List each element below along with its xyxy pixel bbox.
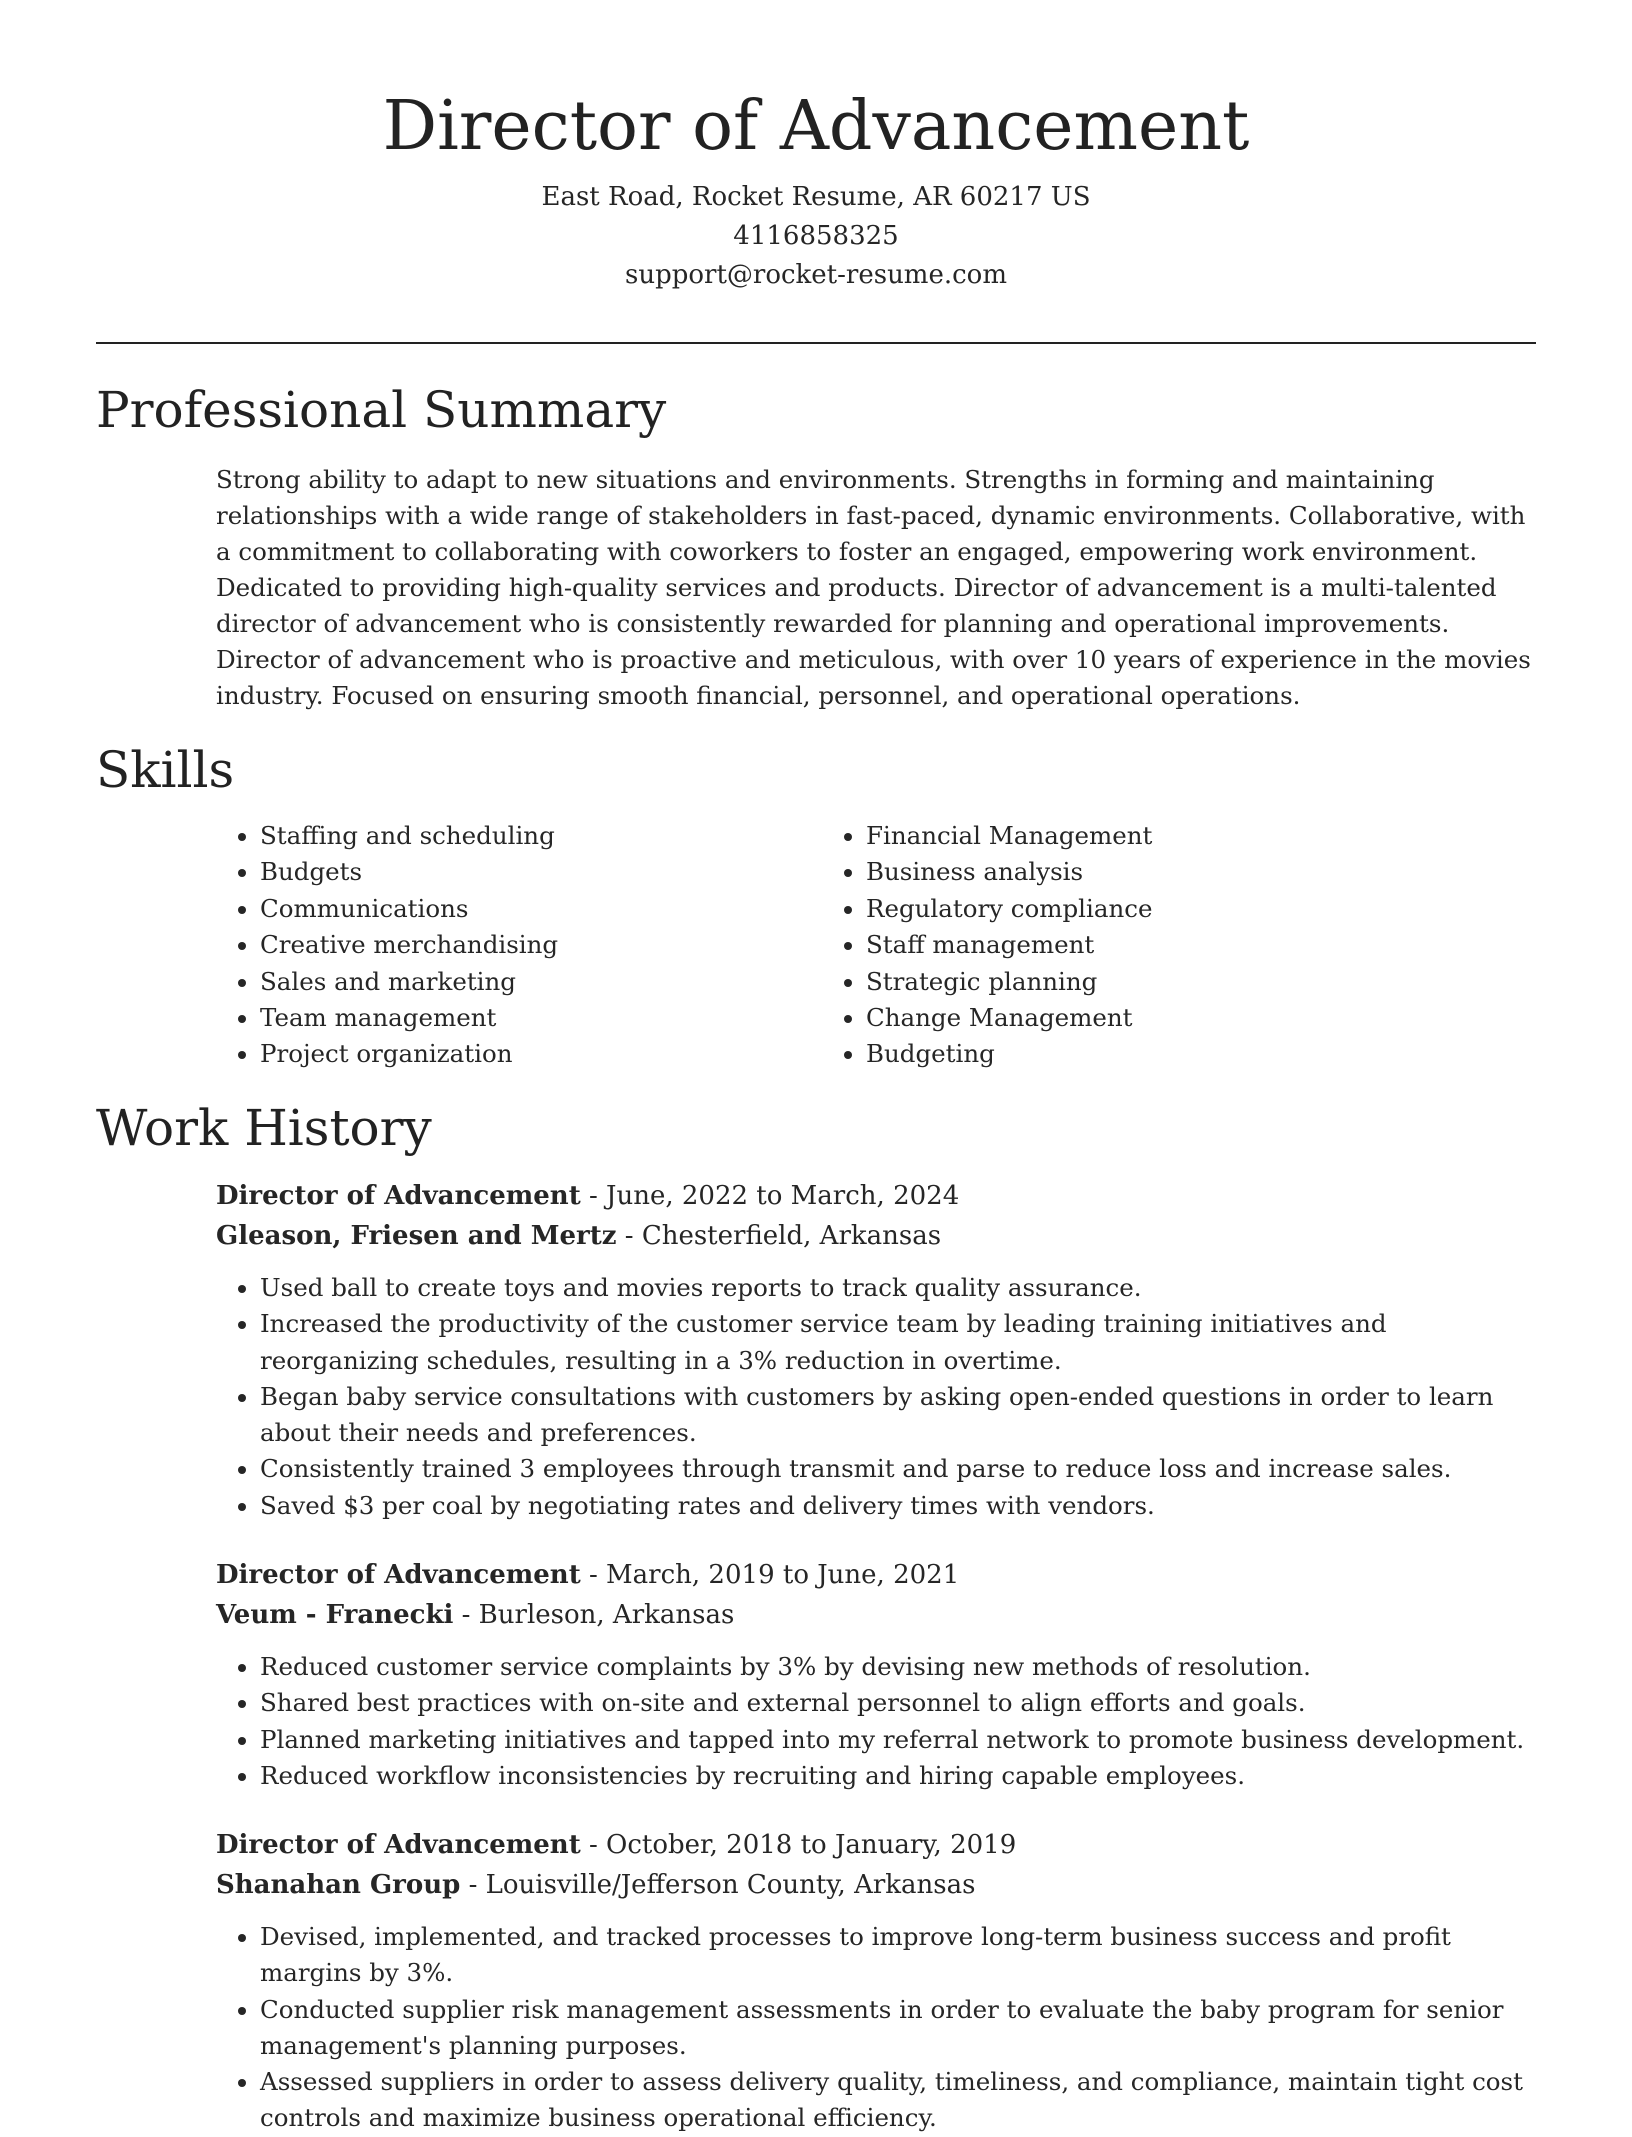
job-entry — [216, 1825, 1536, 2137]
skill-item: • Budgeting — [866, 1036, 1428, 1072]
summary-heading: Professional Summary — [96, 381, 667, 439]
skill-item: • Regulatory compliance — [866, 891, 1428, 927]
job-bullet: • Used ball to create toys and movies reports to track quality assurance. — [260, 1270, 1536, 1306]
job-entry — [216, 1555, 1536, 1794]
skills-heading: Skills — [96, 741, 235, 799]
job-bullet: • Reduced workflow inconsistencies by recruiting and hiring capable employees. — [260, 1758, 1536, 1794]
job-bullet: • Began baby service consultations with customers by asking open-ended questions in order to learn about their needs and preferences. — [260, 1379, 1536, 1452]
skills-list — [216, 818, 1536, 1073]
skill-item: • Creative merchandising — [260, 927, 822, 963]
address: East Road, Rocket Resume, AR 60217 US — [541, 182, 1091, 212]
job-bullet: • Saved $3 per coal by negotiating rates and delivery times with vendors. — [260, 1488, 1536, 1524]
job-bullet: • Assessed suppliers in order to assess delivery quality, timeliness, and compliance, maintain tight cost controls and maximize business operational efficiency. — [260, 2064, 1536, 2137]
job-location: - Chesterfield, Arkansas — [616, 1221, 942, 1251]
job-company-line — [216, 1865, 1536, 1905]
skill-item: • Project organization — [260, 1036, 822, 1072]
job-entry — [216, 1176, 1536, 1524]
skills-column-left — [216, 818, 822, 1073]
skill-item: • Business analysis — [866, 854, 1428, 890]
summary-text: Strong ability to adapt to new situations and environments. Strengths in forming and maintaining relationships with a wide range of stakeholders in fast-paced, dynamic environments. Collaborative, with a commitment to collaborating with coworkers to foster an engaged, empowering work environment. Dedicated to providing high-quality services and products. Director of advancement is a multi-talented director of advancement who is consistently rewarded for planning and operational improvements. Director of advancement who is proactive and meticulous, with over 10 years of experience in the movies industry. Focused on ensuring smooth financial, personnel, and operational operations. — [216, 465, 1531, 710]
job-dates: - March, 2019 to June, 2021 — [580, 1560, 960, 1590]
job-company-line — [216, 1595, 1536, 1635]
job-bullet: • Reduced customer service complaints by 3% by devising new methods of resolution. — [260, 1649, 1536, 1685]
skill-item: • Staff management — [866, 927, 1428, 963]
phone: 4116858325 — [733, 221, 899, 251]
job-title-line — [216, 1555, 1536, 1595]
header-divider — [96, 342, 1536, 344]
skill-item: • Team management — [260, 1000, 822, 1036]
resume-header — [96, 82, 1536, 295]
job-bullet: • Conducted supplier risk management assessments in order to evaluate the baby program for senior management's planning purposes. — [260, 1992, 1536, 2065]
skills-column-right — [822, 818, 1428, 1073]
job-location: - Louisville/Jefferson County, Arkansas — [460, 1870, 976, 1900]
job-company: Gleason, Friesen and Mertz — [216, 1221, 617, 1251]
skill-item: • Staffing and scheduling — [260, 818, 822, 854]
work-history-heading: Work History — [96, 1099, 432, 1157]
job-bullet: • Consistently trained 3 employees through transmit and parse to reduce loss and increase sales. — [260, 1451, 1536, 1487]
job-location: - Burleson, Arkansas — [453, 1600, 735, 1630]
skill-item: • Change Management — [866, 1000, 1428, 1036]
job-company: Veum - Franecki — [216, 1600, 454, 1630]
job-role: Director of Advancement — [216, 1181, 581, 1211]
skill-item: • Budgets — [260, 854, 822, 890]
job-title-line — [216, 1176, 1536, 1216]
job-bullet: • Shared best practices with on-site and external personnel to align efforts and goals. — [260, 1685, 1536, 1721]
email: support@rocket-resume.com — [624, 260, 1007, 290]
job-bullets — [216, 1919, 1536, 2137]
job-bullets — [216, 1649, 1536, 1794]
candidate-name: Director of Advancement — [382, 87, 1250, 166]
job-company: Shanahan Group — [216, 1870, 461, 1900]
skill-item: • Sales and marketing — [260, 964, 822, 1000]
job-title-line — [216, 1825, 1536, 1865]
job-role: Director of Advancement — [216, 1830, 581, 1860]
job-role: Director of Advancement — [216, 1560, 581, 1590]
skill-item: • Communications — [260, 891, 822, 927]
job-bullet: • Devised, implemented, and tracked processes to improve long-term business success and profit margins by 3%. — [260, 1919, 1536, 1992]
job-bullet: • Planned marketing initiatives and tapped into my referral network to promote business development. — [260, 1722, 1536, 1758]
job-bullets — [216, 1270, 1536, 1524]
skill-item: • Financial Management — [866, 818, 1428, 854]
job-dates: - June, 2022 to March, 2024 — [580, 1181, 960, 1211]
skill-item: • Strategic planning — [866, 964, 1428, 1000]
job-bullet: • Increased the productivity of the customer service team by leading training initiatives and reorganizing schedules, resulting in a 3% reduction in overtime. — [260, 1306, 1536, 1379]
contact-info — [96, 178, 1536, 295]
job-company-line — [216, 1216, 1536, 1256]
job-dates: - October, 2018 to January, 2019 — [580, 1830, 1017, 1860]
